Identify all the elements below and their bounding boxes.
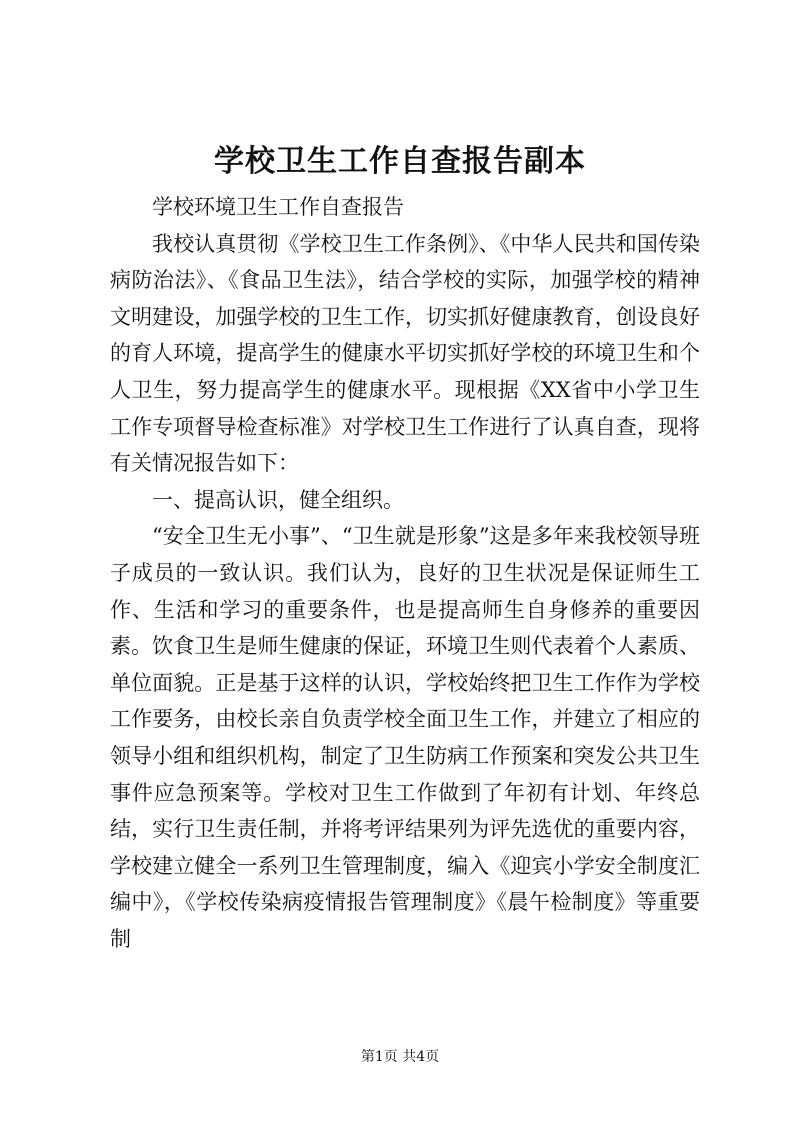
page-footer: 第1页 共4页 [360, 1049, 440, 1065]
section-paragraph: “安全卫生无小事”、“卫生就是形象”这是多年来我校领导班子成员的一致认识。我们认为，良好的卫生状况是保证师生工作、生活和学习的重要条件，也是提高师生自身修养的重要因素。饮食卫生是师生健康的保证，环境卫生则代表着个人素质、单位面貌。正是基于这样的认识，学校始终把卫生工作作为学校工作要务，由校长亲自负责学校全面卫生工作，并建立了相应的领导小组和组织机构，制定了卫生防病工作预案和突发公共卫生事件应急预案等。学校对卫生工作做到了年初有计划、年终总结，实行卫生责任制，并将考评结果列为评先选优的重要内容，学校建立健全一系列卫生管理制度，编入《迎宾小学安全制度汇编中》，《学校传染病疫情报告管理制度》《晨午检制度》等重要制 [110, 524, 700, 951]
intro-paragraph: 我校认真贯彻《学校卫生工作条例》、《中华人民共和国传染病防治法》、《食品卫生法》，结合学校的实际，加强学校的精神文明建设，加强学校的卫生工作，切实抓好健康教育，创设良好的育人环境，提高学生的健康水平切实抓好学校的环境卫生和个人卫生，努力提高学生的健康水平。现根据《XX省中小学卫生工作专项督导检查标准》对学校卫生工作进行了认真自查，现将有关情况报告如下： [110, 231, 700, 476]
subtitle-paragraph: 学校环境卫生工作自查报告 [152, 195, 404, 219]
section-heading: 一、提高认识，健全组织。 [152, 487, 404, 512]
document-title: 学校卫生工作自查报告副本 [214, 144, 586, 179]
document-body [110, 189, 700, 957]
